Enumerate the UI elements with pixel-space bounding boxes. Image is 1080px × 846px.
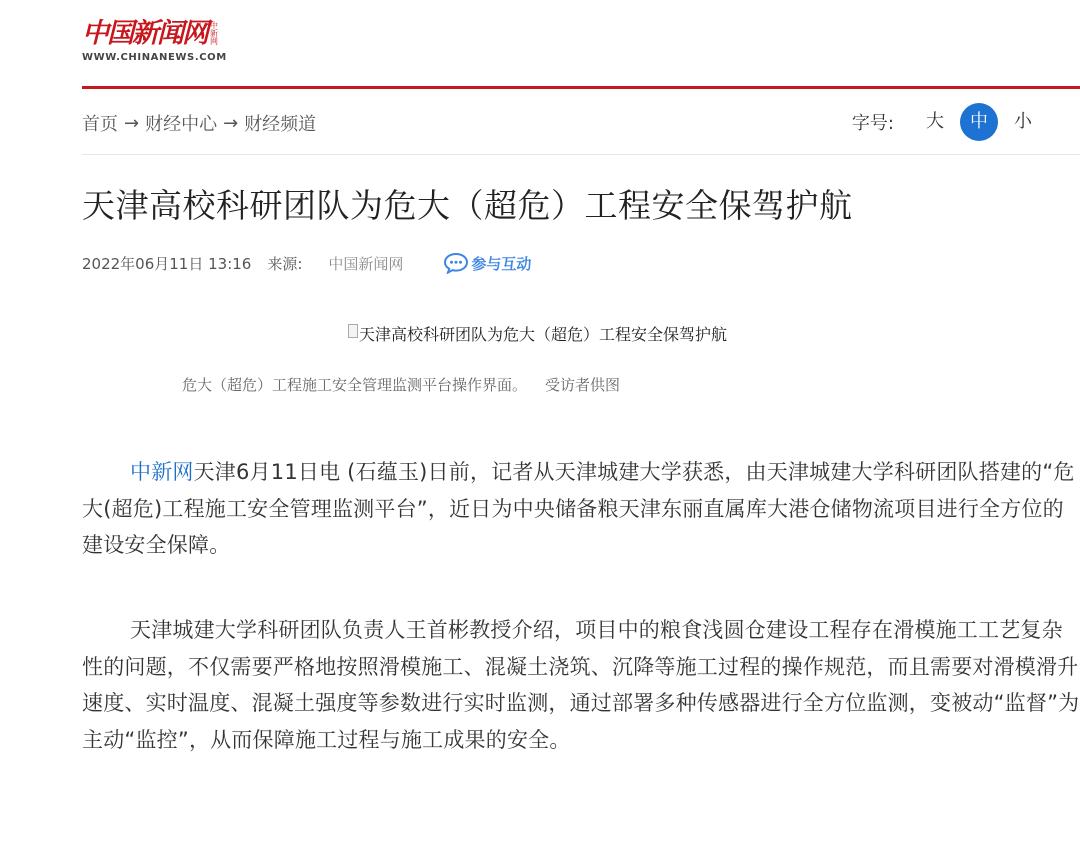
font-size-label: 字号: — [851, 113, 894, 134]
font-size-large-button[interactable]: 大 — [926, 111, 944, 132]
breadcrumb — [82, 110, 316, 136]
comment-button[interactable] — [443, 252, 531, 274]
breadcrumb-arrow-icon: → — [124, 112, 140, 134]
article-paragraph: 天津城建大学科研团队负责人王首彬教授介绍，项目中的粮食浅圆仓建设工程存在滑模施工工艺复杂性的问题，不仅需要严格地按照滑模施工、混凝土浇筑、沉降等施工过程的操作规范，而且需要对滑模滑升速度、实时温度、混凝土强度等参数进行实时监测，通过部署多种传感器进行全方位监测，变被动“监督”为主动“监控”，从而保障施工过程与施工成果的安全。 — [82, 618, 1080, 752]
article-title: 天津高校科研团队为危大（超危）工程安全保驾护航 — [82, 186, 853, 225]
comment-label: 参与互动 — [471, 254, 532, 273]
breadcrumb-channel-link[interactable]: 财经频道 — [244, 114, 317, 135]
breadcrumb-home-link[interactable]: 首页 — [82, 114, 118, 135]
source-label: 来源: — [267, 254, 303, 273]
breadcrumb-arrow-icon: → — [223, 112, 239, 134]
source-name: 中国新闻网 — [328, 254, 404, 273]
logo-wordmark: 中国新闻网 — [82, 18, 207, 49]
font-size-medium-button[interactable]: 中 — [960, 103, 998, 141]
article-image — [348, 322, 727, 345]
font-size-small-button[interactable]: 小 — [1014, 111, 1032, 132]
logo-side-text: 中新网 — [210, 21, 218, 46]
paragraph-text: 天津6月11日电 (石蕴玉)日前，记者从天津城建大学获悉，由天津城建大学科研团队搭建的“危大(超危)工程施工安全管理监测平台”，近日为中央储备粮天津东丽直属库大港仓储物流项目进行全方位的建设安全保障。 — [82, 460, 1075, 557]
image-caption — [182, 374, 620, 395]
article-meta — [82, 252, 531, 274]
broken-image-icon — [348, 324, 358, 338]
logo-url: WWW.CHINANEWS.COM — [82, 52, 227, 63]
caption-credit: 受访者供图 — [545, 376, 621, 394]
caption-text: 危大（超危）工程施工安全管理监测平台操作界面。 — [182, 376, 528, 394]
chinanews-link[interactable]: 中新网 — [130, 460, 194, 484]
chat-bubble-icon — [443, 252, 469, 274]
header-divider — [82, 154, 1080, 155]
font-size-switcher — [852, 103, 1042, 141]
article-paragraph — [82, 454, 1080, 564]
breadcrumb-section-link[interactable]: 财经中心 — [145, 114, 218, 135]
site-logo[interactable] — [82, 18, 232, 68]
header-red-line — [82, 86, 1080, 89]
article-image-alt: 天津高校科研团队为危大（超危）工程安全保驾护航 — [359, 325, 728, 344]
article-datetime: 2022年06月11日 13:16 — [82, 254, 252, 273]
